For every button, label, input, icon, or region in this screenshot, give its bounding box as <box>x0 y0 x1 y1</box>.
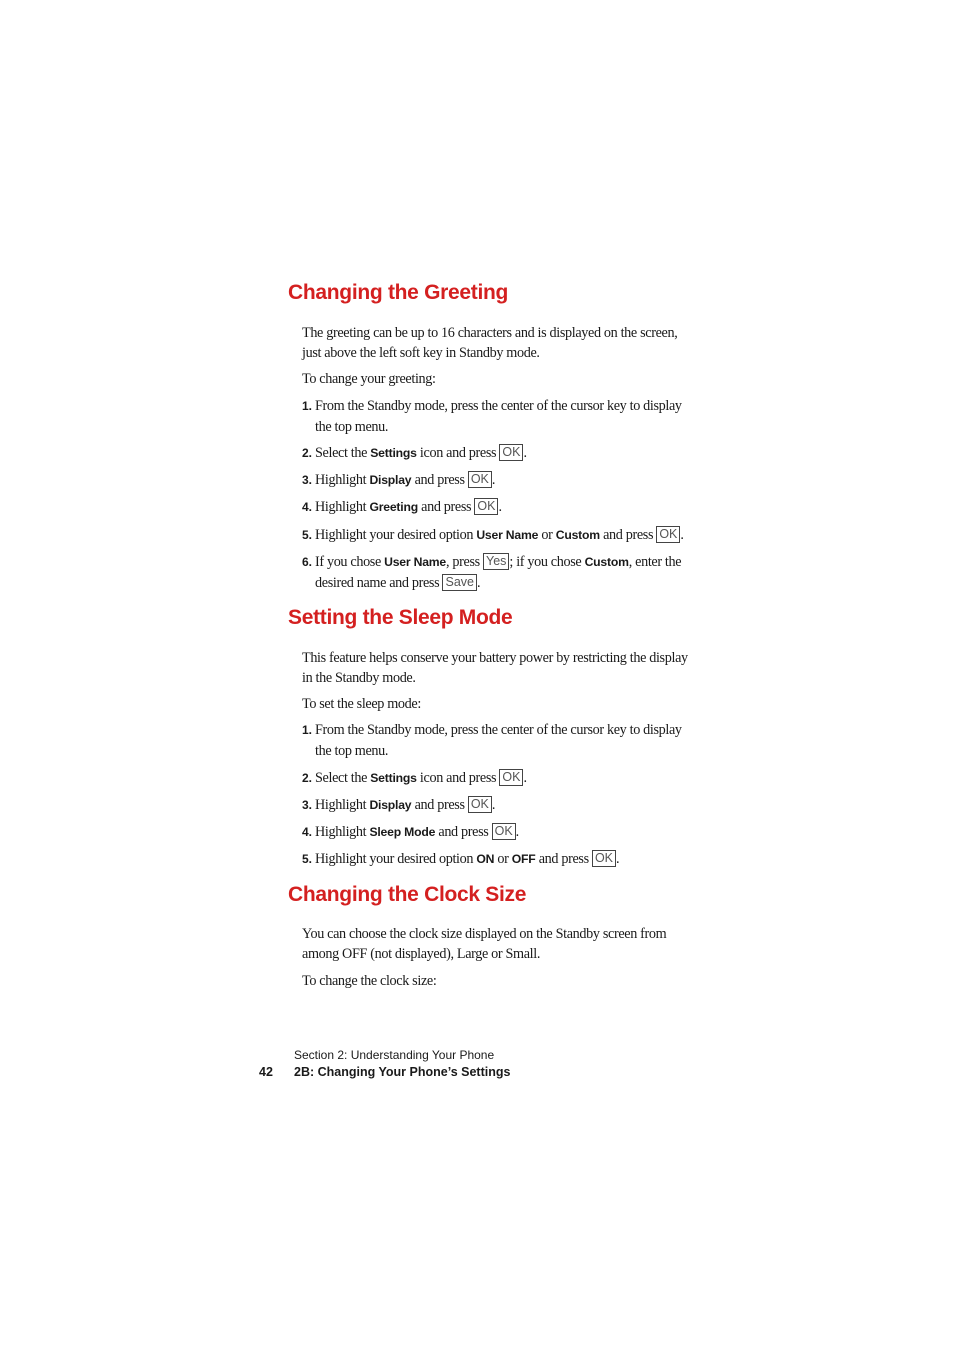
save-key: Save <box>442 574 477 591</box>
display-keyword: Display <box>369 473 412 487</box>
ok-key: OK <box>592 850 616 867</box>
sleep-step-4: 4. Highlight Sleep Mode and press OK . <box>302 824 519 840</box>
greeting-step-4: 4. Highlight Greeting and press OK . <box>302 499 502 515</box>
ok-key: OK <box>474 498 498 515</box>
display-keyword: Display <box>369 798 412 812</box>
greeting-step-3: 3. Highlight Display and press OK . <box>302 472 496 488</box>
heading-sleep-mode: Setting the Sleep Mode <box>288 606 513 629</box>
sleep-step-1: 1. From the Standby mode, press the center of the cursor key to display the top menu. <box>302 722 682 759</box>
ok-key: OK <box>468 796 492 813</box>
greeting-keyword: Greeting <box>369 500 418 514</box>
user-name-keyword: User Name <box>476 528 539 542</box>
ok-key: OK <box>499 444 523 461</box>
clock-intro: You can choose the clock size displayed on the Standby screen from among OFF (not displayed), Large or Small. <box>302 926 667 962</box>
on-keyword: ON <box>476 852 495 866</box>
off-keyword: OFF <box>511 852 536 866</box>
user-name-keyword: User Name <box>384 555 447 569</box>
ok-key: OK <box>492 823 516 840</box>
sleep-intro: This feature helps conserve your battery power by restricting the display in the Standby mode. <box>302 650 688 686</box>
settings-keyword: Settings <box>370 446 417 460</box>
greeting-step-5: 5. Highlight your desired option User Name or Custom and press OK . <box>302 527 684 543</box>
heading-changing-greeting: Changing the Greeting <box>288 281 509 304</box>
greeting-step-2: 2. Select the Settings icon and press OK . <box>302 445 527 461</box>
yes-key: Yes <box>483 553 509 570</box>
sleep-step-3: 3. Highlight Display and press OK . <box>302 797 496 813</box>
heading-clock-size: Changing the Clock Size <box>288 883 527 906</box>
ok-key: OK <box>499 769 523 786</box>
sleep-mode-keyword: Sleep Mode <box>369 825 436 839</box>
sleep-lead: To set the sleep mode: <box>302 696 421 712</box>
footer-chapter-title: 2B: Changing Your Phone’s Settings <box>294 1065 511 1079</box>
greeting-step-1: 1. From the Standby mode, press the center of the cursor key to display the top menu. <box>302 398 682 435</box>
footer-section-title: Section 2: Understanding Your Phone <box>294 1048 495 1062</box>
settings-keyword: Settings <box>370 771 417 785</box>
ok-key: OK <box>656 526 680 543</box>
ok-key: OK <box>468 471 492 488</box>
clock-lead: To change the clock size: <box>302 973 437 989</box>
greeting-step-6: 6. If you chose User Name, press Yes ; if you chose Custom, enter the desired name and press Save . <box>302 554 682 591</box>
custom-keyword: Custom <box>584 555 629 569</box>
page-number: 42 <box>259 1065 273 1079</box>
greeting-lead: To change your greeting: <box>302 371 436 387</box>
custom-keyword: Custom <box>555 528 600 542</box>
sleep-step-2: 2. Select the Settings icon and press OK . <box>302 770 527 786</box>
greeting-intro: The greeting can be up to 16 characters and is displayed on the screen, just above the left soft key in Standby mode. <box>302 325 678 361</box>
sleep-step-5: 5. Highlight your desired option ON or OFF and press OK . <box>302 851 620 867</box>
